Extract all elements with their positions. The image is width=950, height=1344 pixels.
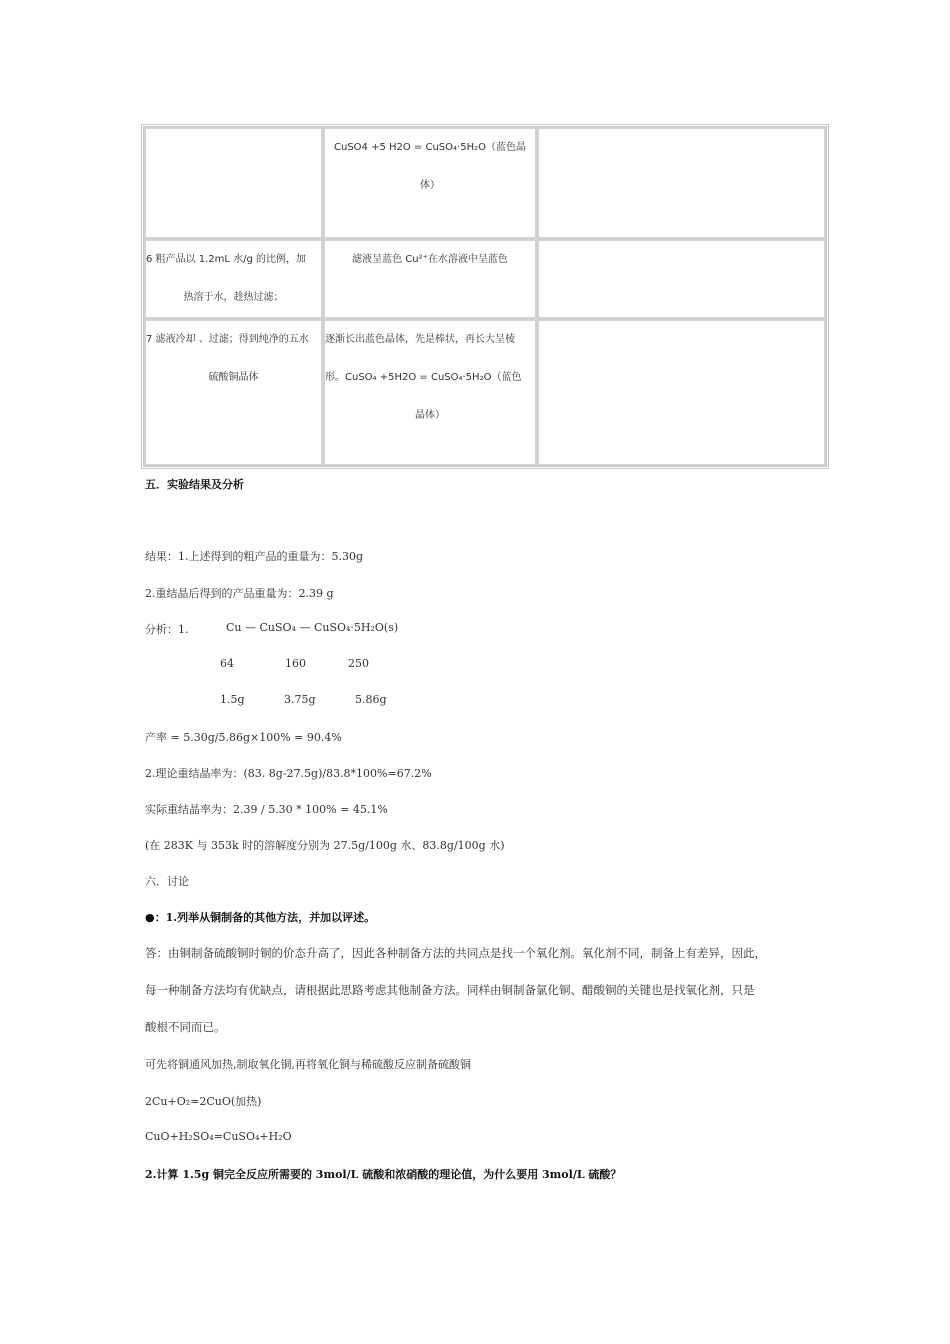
analysis-formula: Cu — CuSO₄ — CuSO₄·5H₂O(s) — [226, 621, 399, 634]
experiment-table — [141, 124, 829, 469]
answer-1-line-3: 酸根不同而已。 — [145, 1020, 226, 1034]
equation-2: CuO+H₂SO₄=CuSO₄+H₂O — [145, 1130, 292, 1143]
equation-1: 2Cu+O₂=2CuO(加热) — [145, 1095, 262, 1108]
table-cell-line: 晶体） — [415, 410, 445, 421]
table-row2-col1 — [144, 239, 323, 319]
table-row1-col3 — [537, 127, 826, 239]
question-1: ●：1.列举从铜制备的其他方法，并加以评述。 — [145, 911, 376, 924]
table-cell-line: 逐渐长出蓝色晶体，先是棒状，再长大呈棱 — [325, 334, 515, 345]
section5-heading: 五．实验结果及分析 — [145, 478, 244, 491]
result-line-2: 2.重结晶后得到的产品重量为：2.39 g — [145, 587, 334, 600]
table-cell-line: 7 滤液冷却 、过滤；得到纯净的五水 — [146, 334, 309, 345]
molar-cuso4: 160 — [285, 657, 306, 670]
table-cell-line: 滤液呈蓝色 Cu²⁺在水溶液中呈蓝色 — [352, 254, 508, 265]
answer-1-line-2: 每一种制备方法均有优缺点，请根据此思路考虑其他制备方法。同样由铜制备氯化铜、醋酸铜的关键也是找氧化剂，只是 — [145, 983, 755, 997]
table-cell-line: 热溶于水，趁热过滤； — [183, 292, 284, 303]
molar-pentahydrate: 250 — [348, 657, 369, 670]
mass-cu: 1.5g — [220, 693, 245, 706]
table-cell-line: CuSO4 +5 H2O = CuSO₄·5H₂O（蓝色晶 — [334, 142, 526, 153]
mass-cuso4: 3.75g — [284, 693, 316, 706]
table-row3-col2 — [323, 319, 537, 466]
table-cell-line: 形。CuSO₄ +5H2O = CuSO₄·5H₂O（蓝色 — [325, 372, 522, 383]
table-row1-col1 — [144, 127, 323, 239]
section6-heading: 六．讨论 — [145, 875, 189, 888]
table-row3-col3 — [537, 319, 826, 466]
actual-line: 实际重结晶率为：2.39 / 5.30 * 100% = 45.1% — [145, 803, 388, 816]
analysis-label: 分析：1. — [145, 623, 189, 636]
table-row2-col3 — [537, 239, 826, 319]
molar-cu: 64 — [220, 657, 234, 670]
mass-pentahydrate: 5.86g — [355, 693, 387, 706]
result-line-1: 结果：1.上述得到的粗产品的重量为：5.30g — [145, 550, 364, 563]
table-row1-col2 — [323, 127, 537, 239]
table-cell-line: 6 粗产品以 1.2mL 水/g 的比例，加 — [146, 254, 307, 265]
table-cell-line: 体） — [420, 180, 440, 191]
table-row3-col1 — [144, 319, 323, 466]
solubility-note: (在 283K 与 353k 时的溶解度分别为 27.5g/100g 水、83.8g/100g 水) — [145, 839, 505, 852]
table-row2-col2 — [323, 239, 537, 319]
table-cell-line: 硫酸铜晶体 — [208, 372, 259, 383]
yield-line: 产率 = 5.30g/5.86g×100% = 90.4% — [145, 731, 342, 744]
method-line: 可先将铜通风加热,制取氧化铜,再将氧化铜与稀硫酸反应制备硫酸铜 — [145, 1058, 471, 1071]
answer-1-line-1: 答：由铜制备硫酸铜时铜的价态升高了，因此各种制备方法的共同点是找一个氧化剂。氧化剂不同，制备上有差异，因此， — [145, 946, 766, 960]
theoretical-line: 2.理论重结晶率为：(83. 8g-27.5g)/83.8*100%=67.2% — [145, 767, 432, 780]
question-2: 2.计算 1.5g 铜完全反应所需要的 3mol/L 硫酸和浓硝酸的理论值，为什么要用 3mol/L 硫酸？ — [145, 1168, 622, 1181]
